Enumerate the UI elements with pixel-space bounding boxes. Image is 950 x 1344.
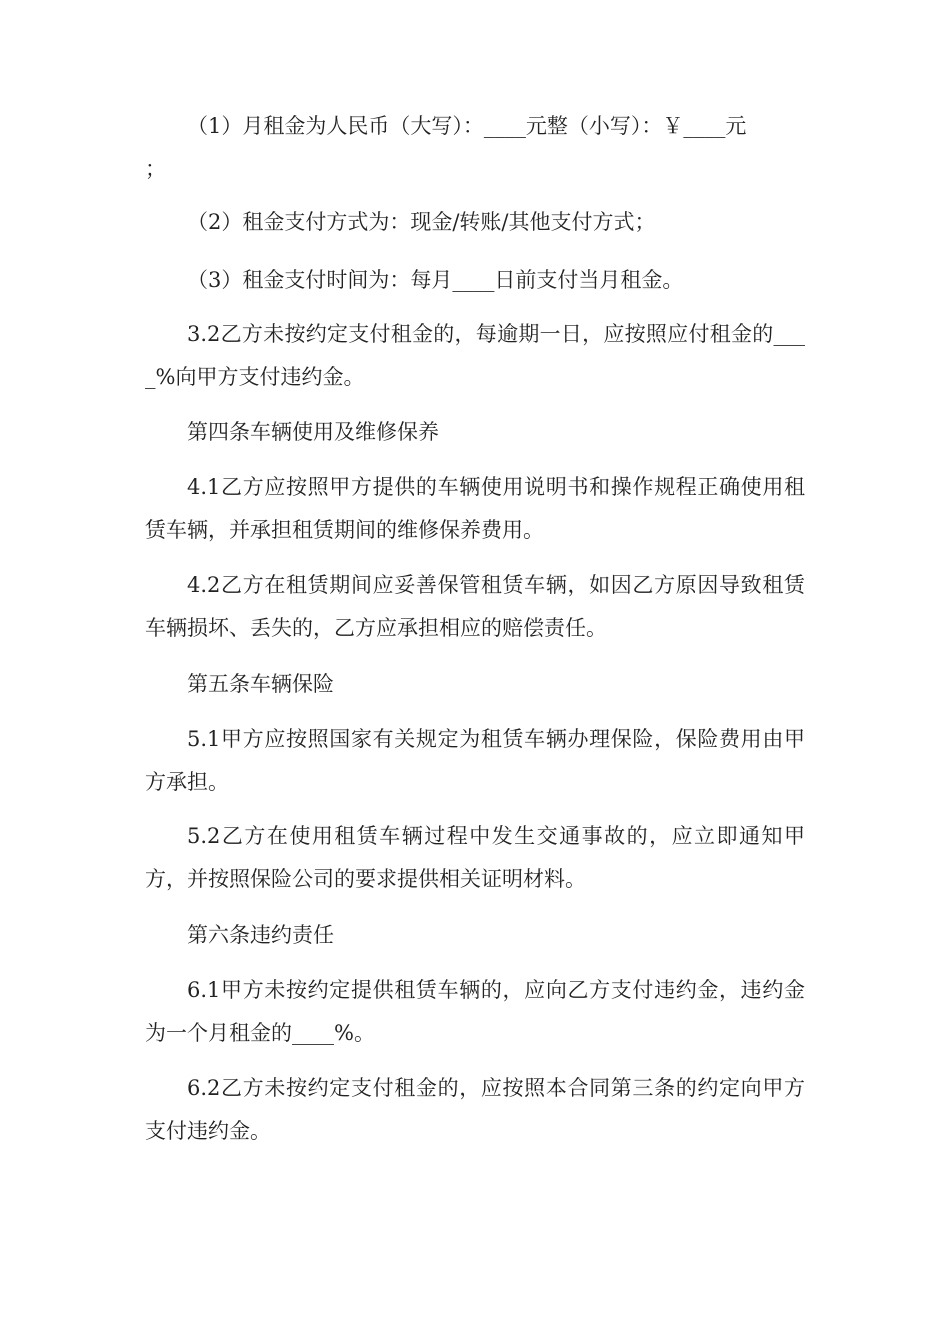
clause-3-2: 3.2乙方未按约定支付租金的，每逾期一日，应按照应付租金的____%向甲方支付违约金。 — [145, 322, 805, 389]
rent-item-3: （3）租金支付时间为：每月____日前支付当月租金。 — [187, 268, 684, 292]
article-5-title: 第五条车辆保险 — [187, 672, 334, 696]
rent-item-1-line-1: （1）月租金为人民币（大写）：____元整（小写）：￥____元 — [187, 114, 747, 138]
rent-item-2: （2）租金支付方式为：现金/转账/其他支付方式； — [187, 210, 656, 234]
clause-4-2: 4.2乙方在租赁期间应妥善保管租赁车辆，如因乙方原因导致租赁车辆损坏、丢失的，乙方应承担相应的赔偿责任。 — [145, 573, 805, 640]
clause-5-2: 5.2乙方在使用租赁车辆过程中发生交通事故的，应立即通知甲方，并按照保险公司的要求提供相关证明材料。 — [145, 824, 805, 891]
clause-6-1: 6.1甲方未按约定提供租赁车辆的，应向乙方支付违约金，违约金为一个月租金的____%。 — [145, 978, 805, 1045]
article-6-title: 第六条违约责任 — [187, 923, 334, 947]
clause-6-2: 6.2乙方未按约定支付租金的，应按照本合同第三条的约定向甲方支付违约金。 — [145, 1076, 805, 1143]
rent-item-1-line-2: ； — [145, 157, 166, 181]
clause-5-1: 5.1甲方应按照国家有关规定为租赁车辆办理保险，保险费用由甲方承担。 — [145, 727, 805, 794]
clause-4-1: 4.1乙方应按照甲方提供的车辆使用说明书和操作规程正确使用租赁车辆，并承担租赁期间的维修保养费用。 — [145, 475, 805, 542]
article-4-title: 第四条车辆使用及维修保养 — [187, 420, 439, 444]
